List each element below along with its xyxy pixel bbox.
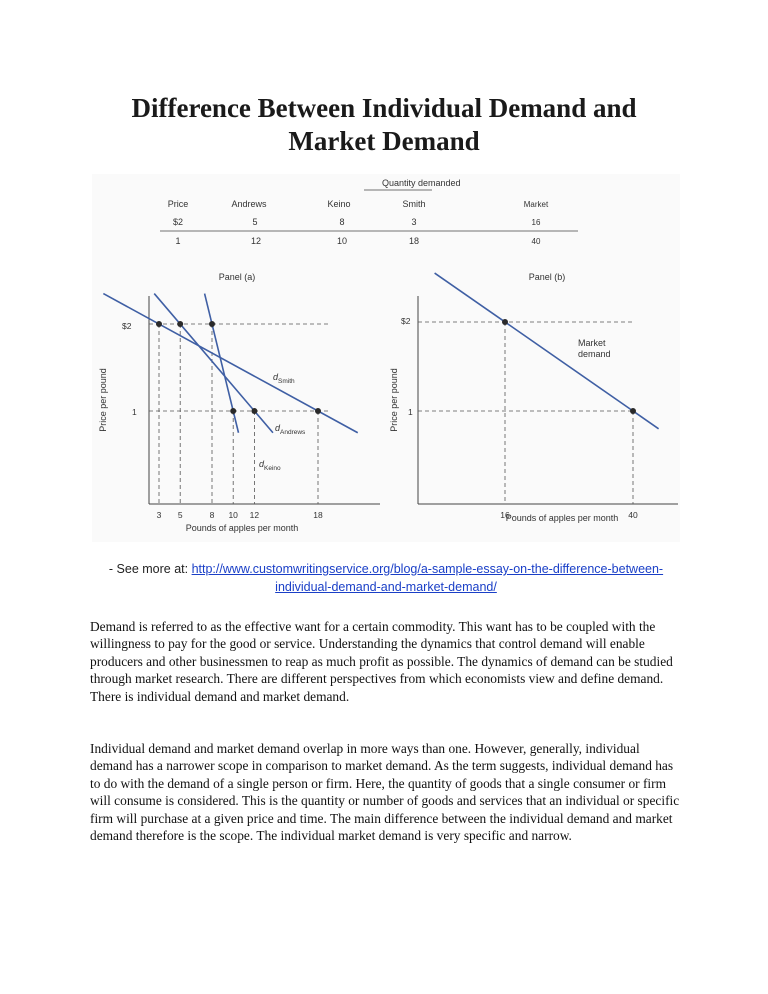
table-header-smith: Smith xyxy=(402,199,426,209)
panel-a-title: Panel (a) xyxy=(218,272,256,282)
paragraph-1: Demand is referred to as the effective want for a certain commodity. This want has to be coupled with the willingness to pay for the good or service. Understanding the dynamics that control demand will enable producers and other businessmen to reap as much profit as possible. The dynamics of demand can be studied through market research. There are different perspectives from which economists view and define demand. There is individual demand and market demand. xyxy=(90,619,673,704)
table-cell: 40 xyxy=(531,237,541,246)
table-cell: 18 xyxy=(408,236,420,246)
panel-b-chart xyxy=(389,272,678,523)
market-demand-label-line-1: Market xyxy=(578,338,606,348)
source-line-2 xyxy=(92,578,680,596)
x-tick-label: 3 xyxy=(156,510,162,520)
source-link-part-2[interactable]: individual-demand-and-market-demand/ xyxy=(275,580,497,594)
paragraph-2: Individual demand and market demand overlap in more ways than one. However, generally, individual demand has a narrower scope in comparison to market demand. As the term suggests, individual demand has to do with the demand of a single person or firm. Here, the quantity of goods that a single consumer or firm will consume is considered. This is the quantity or number of goods and services that an individual or specific firm will purchase at a given price and time. The main difference between the individual demand and market demand therefore is the scope. The individual market demand is very specific and narrow. xyxy=(90,741,680,844)
panel-a-ytick-1: 1 xyxy=(132,407,137,417)
page-title xyxy=(60,92,708,158)
source-link-part-1[interactable]: http://www.customwritingservice.org/blog/a-sample-essay-on-the-difference-between- xyxy=(191,562,664,576)
table-cell: 16 xyxy=(531,218,541,227)
table-cell: 10 xyxy=(336,236,348,246)
table-cell: 8 xyxy=(339,217,345,227)
demand-line-market-demand xyxy=(435,273,659,429)
panel-b-y-label: Price per pound xyxy=(389,368,399,432)
source-line-1 xyxy=(92,560,680,578)
panel-b-demand-lines xyxy=(435,273,659,429)
x-tick-label: 12 xyxy=(249,510,260,520)
panel-a-guides xyxy=(149,324,328,504)
table-cell: 12 xyxy=(250,236,262,246)
panel-b-x-label: Pounds of apples per month xyxy=(505,513,619,523)
table-super-header: Quantity demanded xyxy=(382,178,461,188)
panel-a-chart xyxy=(98,272,380,533)
table-header-market: Market xyxy=(523,200,549,209)
panel-a-ytick-2: $2 xyxy=(122,321,132,331)
panel-a-x-ticks xyxy=(157,510,323,520)
panel-b-title: Panel (b) xyxy=(528,272,566,282)
title-line-1: Difference Between Individual Demand and xyxy=(131,93,637,123)
data-point xyxy=(251,408,257,414)
x-tick-label: 18 xyxy=(313,510,323,520)
data-point xyxy=(177,321,183,327)
table-headers xyxy=(168,199,549,209)
data-point xyxy=(315,408,321,414)
panel-a-x-label: Pounds of apples per month xyxy=(185,523,299,533)
x-tick-label: 5 xyxy=(177,510,183,520)
table-cell: $2 xyxy=(172,217,184,227)
x-tick-label: 8 xyxy=(209,510,215,520)
panel-b-ytick-1: 1 xyxy=(408,407,413,417)
table-cell: 1 xyxy=(175,236,181,246)
table-cell: 3 xyxy=(411,217,417,227)
data-point xyxy=(209,321,215,327)
panel-b-ytick-2: $2 xyxy=(401,316,411,326)
source-prefix: - See more at: xyxy=(108,562,192,576)
title-line-2: Market Demand xyxy=(288,126,480,156)
demand-figure-svg xyxy=(92,174,680,542)
table-header-keino: Keino xyxy=(327,199,351,209)
market-demand-label-line-2: demand xyxy=(578,349,611,359)
label-d-andrews: $d_{Andrews}$ xyxy=(275,423,306,436)
table-header-andrews: Andrews xyxy=(231,199,267,209)
demand-figure xyxy=(92,174,680,542)
table-cell: 5 xyxy=(252,217,258,227)
x-tick-label: 16 xyxy=(500,510,510,520)
x-tick-label: 40 xyxy=(628,510,638,520)
label-d-keino: $d_{Keino}$ xyxy=(259,459,281,472)
data-point xyxy=(230,408,236,414)
x-tick-label: 10 xyxy=(228,510,238,520)
source-citation xyxy=(92,560,680,596)
data-point xyxy=(502,319,508,325)
panel-a-y-label: Price per pound xyxy=(98,368,108,432)
table-row-2 xyxy=(175,236,541,246)
label-d-smith: $d_{Smith}$ xyxy=(273,372,295,385)
table-header-price: Price xyxy=(167,199,189,209)
data-point xyxy=(156,321,162,327)
data-point xyxy=(630,408,636,414)
table-row-1 xyxy=(173,217,541,227)
